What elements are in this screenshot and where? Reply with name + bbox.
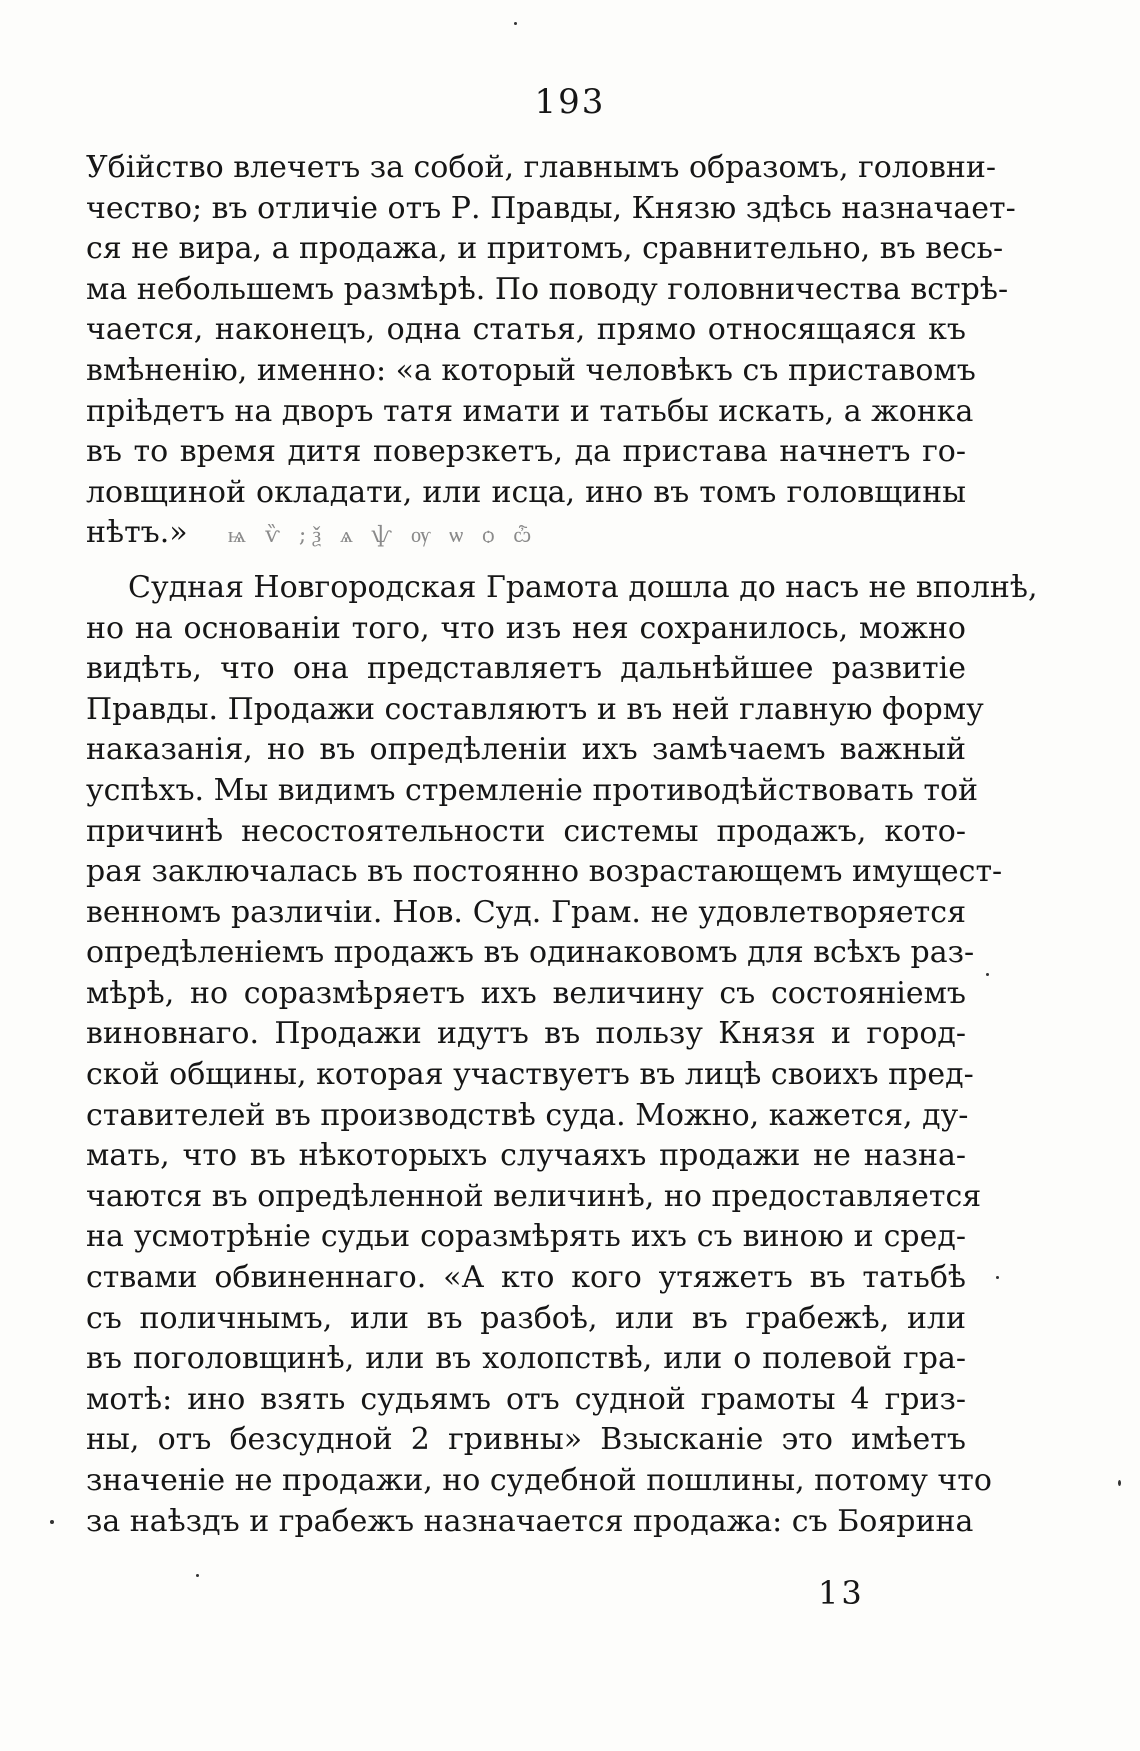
page-number: 193 — [534, 82, 606, 122]
paragraph-gap — [86, 554, 966, 568]
text-line: съ поличнымъ, или въ разбоѣ, или въ грабежѣ, или — [86, 1300, 966, 1336]
paragraph-1 — [86, 148, 1016, 554]
print-speck — [50, 1520, 54, 1524]
text-line: наказанія, но въ опредѣленіи ихъ замѣчаемъ важный — [86, 732, 966, 768]
text-line: но на основаніи того, что изъ нея сохранилось, можно — [86, 610, 966, 646]
print-speck — [196, 1574, 199, 1577]
show-through-noise: ѩ ѷ ;ѯ ѧ ѱ ѹ ѡ ѻ ѽ — [227, 523, 537, 549]
text-line: мѣрѣ, но соразмѣряетъ ихъ величину съ состояніемъ — [86, 975, 966, 1011]
text-line: ся не вира, а продажа, и притомъ, сравнительно, въ весь- — [86, 231, 1004, 267]
text-line-last — [86, 513, 966, 554]
text-line: ма небольшемъ размѣрѣ. По поводу головничества встрѣ- — [86, 271, 1009, 307]
text-line: ствами обвиненнаго. «А кто кого утяжетъ въ татьбѣ — [86, 1260, 966, 1296]
text-line: въ то время дитя поверзкетъ, да пристава начнетъ го- — [86, 434, 966, 470]
text-line: опредѣленіемъ продажъ въ одинаковомъ для всѣхъ раз- — [86, 935, 975, 971]
text-line: мать, что въ нѣкоторыхъ случаяхъ продажи не назна- — [86, 1138, 966, 1174]
text-line: мотѣ: ино взять судьямъ отъ судной грамоты 4 гриз- — [86, 1381, 966, 1417]
text-line: успѣхъ. Мы видимъ стремленіе противодѣйствовать той — [86, 772, 979, 808]
print-speck — [514, 22, 517, 25]
print-speck — [986, 973, 989, 976]
print-speck — [996, 1276, 999, 1279]
text-line: виновнаго. Продажи идутъ въ пользу Князя и город- — [86, 1016, 966, 1052]
text-line: ловщиной окладати, или исца, ино въ томъ головщины — [86, 474, 966, 510]
text-line: за наѣздъ и грабежъ назначается продажа: съ Боярина — [86, 1503, 974, 1539]
print-speck — [1118, 1480, 1121, 1486]
text-line: ны, отъ безсудной 2 гривны» Взысканіе это имѣетъ — [86, 1422, 966, 1458]
paragraph-2 — [86, 568, 1038, 1542]
text-line: на усмотрѣніе судьи соразмѣрять ихъ съ виною и сред- — [86, 1219, 966, 1255]
line-text: нѣтъ.» — [86, 515, 188, 551]
body-text — [86, 148, 1038, 1542]
text-line: пріѣдетъ на дворъ татя имати и татьбы искать, а жонка — [86, 393, 974, 429]
text-line: чается, наконецъ, одна статья, прямо относящаяся къ — [86, 312, 966, 348]
text-line: причинѣ несостоятельности системы продажъ, кото- — [86, 813, 966, 849]
text-line: значеніе не продажи, но судебной пошлины, потому что — [86, 1463, 992, 1498]
text-line: чаются въ опредѣленной величинѣ, но предоставляется — [86, 1178, 982, 1214]
text-line: Правды. Продажи составляютъ и въ ней главную форму — [86, 691, 984, 727]
text-line: въ поголовщинѣ, или въ холопствѣ, или о полевой гра- — [86, 1341, 966, 1377]
text-line-indented: Судная Новгородская Грамота дошла до насъ не вполнѣ, — [128, 569, 1038, 605]
text-line: ской общины, которая участвуетъ въ лицѣ своихъ пред- — [86, 1057, 974, 1093]
text-line: рая заключалась въ постоянно возрастающемъ имущест- — [86, 854, 1003, 890]
text-line: венномъ различіи. Нов. Суд. Грам. не удовлетворяется — [86, 894, 966, 930]
text-line: видѣть, что она представляетъ дальнѣйшее развитіе — [86, 651, 966, 687]
text-line: Убійство влечетъ за собой, главнымъ образомъ, головни- — [86, 150, 996, 185]
text-line: чество; въ отличіе отъ Р. Правды, Князю здѣсь назначает- — [86, 190, 1016, 226]
signature-mark: 13 — [818, 1574, 865, 1612]
text-line: вмѣненію, именно: «а который человѣкъ съ приставомъ — [86, 352, 976, 388]
text-line: ставителей въ производствѣ суда. Можно, кажется, ду- — [86, 1097, 969, 1133]
